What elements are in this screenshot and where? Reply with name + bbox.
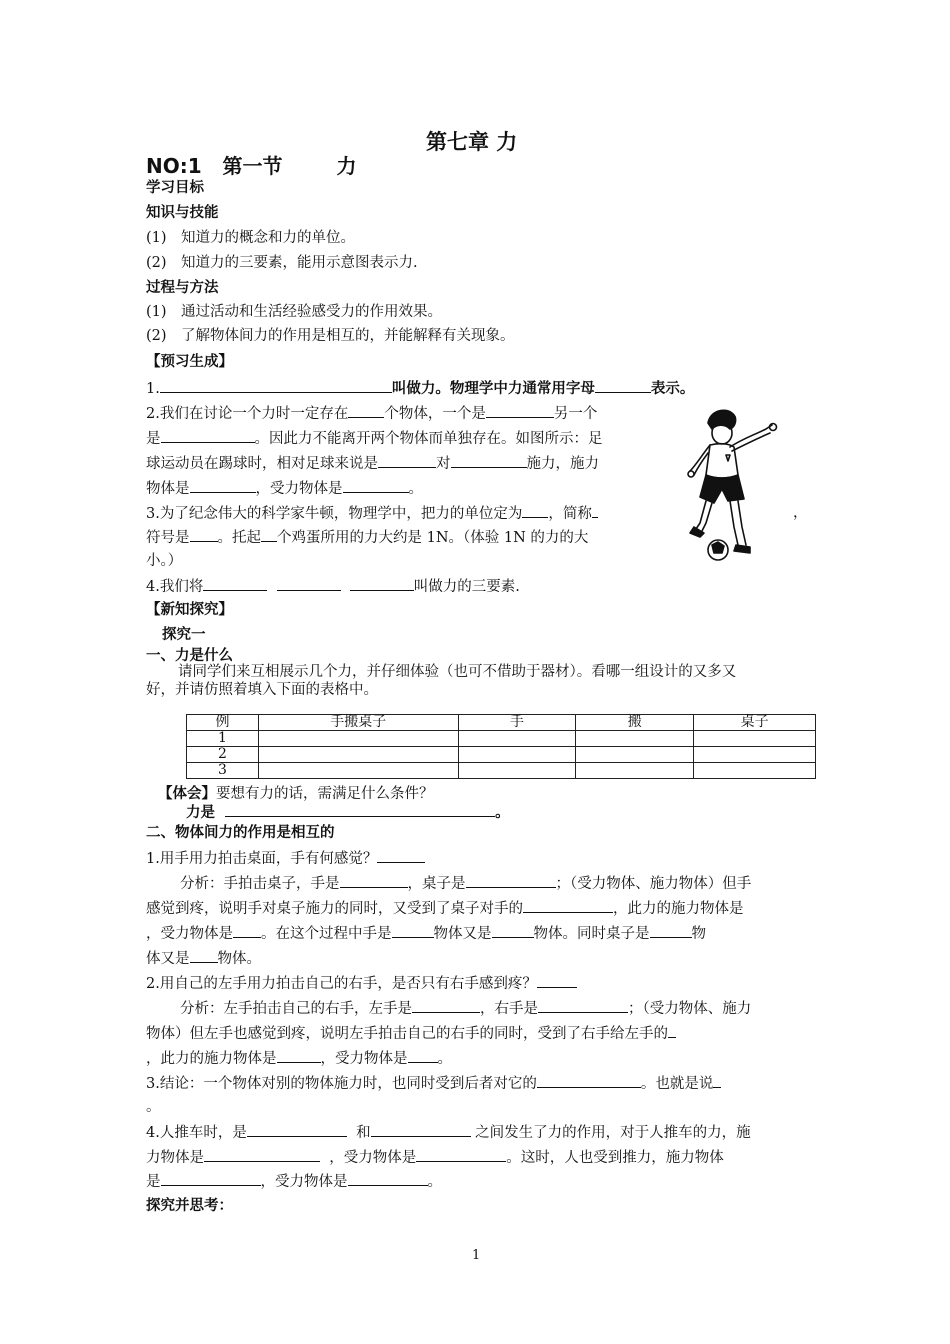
p2-a2-l1-b: ，右手是 [480,1001,538,1017]
p2-a2-blank-2[interactable] [538,998,628,1013]
q1-blank-2[interactable] [595,378,651,393]
table-cell: 3 [187,763,259,779]
p2-a1-l3 [146,923,706,944]
q2-l3-b: 对 [436,456,451,472]
p2-a2-l1-a: 分析：左手拍击自己的右手，左手是 [180,1001,412,1017]
p2-a2-l3-c: 。 [437,1051,452,1067]
table-cell[interactable] [694,763,816,779]
p2-a1-blank-6[interactable] [492,923,534,938]
q3-l2-c: 个鸡蛋所用的力大约是 1N。（体验 1N 的力的大 [277,530,589,546]
table-cell[interactable] [458,731,576,747]
q2-l2-a: 是 [146,431,161,447]
p2-a1-blank-4[interactable] [233,923,261,938]
p2-a1-l2-a: 感觉到疼，说明手对桌子施力的同时，又受到了桌子对手的 [146,901,523,917]
p2-a2-blank-4[interactable] [277,1048,321,1063]
p2-q2-blank[interactable] [537,973,577,988]
table-cell[interactable] [576,747,694,763]
q1-text: 叫做力。物理学中力通常用字母 [391,381,595,397]
q2-l4-b: ，受力物体是 [255,481,343,497]
preview-q2-line1 [146,403,597,424]
p2-a1-l1-c: ；（受力物体、施力物体）但手 [555,876,752,892]
q2-l3-c: 施力，施力 [526,456,599,472]
q2-l4-c: 。 [408,481,423,497]
p2-q4-l2-b: ，受力物体是 [329,1150,417,1166]
p2-q4-blank-2[interactable] [371,1122,471,1137]
tihui-text: 要想有力的话，需满足什么条件？ [216,786,434,802]
p2-q1-text: 1.用手用力拍击桌面，手有何感觉？ [146,851,378,867]
section-name: 第一节 [222,154,283,178]
q2-text-a: 2.我们在讨论一个力时一定存在 [146,406,349,422]
q3-blank-3[interactable] [190,527,218,542]
p2-a1-l1-b: ，桌子是 [407,876,466,892]
preview-q3-line1 [146,503,598,524]
p2-a1-l3-c: 物体又是 [433,926,492,942]
p2-a2-l3 [146,1048,452,1069]
table-header: 搬 [576,715,694,731]
knowledge-item-1: (1) 知道力的概念和力的单位。 [146,230,356,246]
knowledge-item-2: (2) 知道力的三要素，能用示意图表示力. [146,255,418,271]
preview-heading: 【预习生成】 [146,354,233,370]
q3-blank-2[interactable] [592,503,598,518]
p2-a2-l2-text: 物体）但左手也感觉到疼，说明左手拍击自己的右手的同时，受到了右手给左手的 [146,1026,668,1042]
section-heading [146,150,356,179]
q2-blank-7[interactable] [343,478,409,493]
q2-l3-a: 球运动员在踢球时，相对足球来说是 [146,456,378,472]
preview-q1 [146,378,694,399]
table-header: 例 [187,715,259,731]
preview-q4 [146,576,520,597]
section-topic: 力 [336,154,357,178]
p2-a1-l3-b: 。在这个过程中手是 [261,926,392,942]
table-cell[interactable] [258,763,458,779]
q3-l2-a: 符号是 [146,530,190,546]
li-shi-line [186,802,510,823]
p2-q4-blank-5[interactable] [161,1171,261,1186]
part2-heading: 二、物体间力的作用是相互的 [146,825,335,841]
li-end: 。 [495,805,510,821]
table-row [187,747,816,763]
p2-q4-blank-1[interactable] [247,1122,347,1137]
q2-blank-5[interactable] [451,453,527,468]
q3-l2-b: 。托起 [217,530,261,546]
p2-a1-l4-a: 体又是 [146,951,190,967]
p2-q2 [146,973,577,994]
q3-comma: ， [793,505,808,521]
li-shi: 力是 [186,805,215,821]
p2-a1-l4 [146,948,261,969]
p2-q4-l2-c: 。这时，人也受到推力，施力物体 [506,1150,724,1166]
q3-l1-a: 3.为了纪念伟大的科学家牛顿，物理学中，把力的单位定为 [146,506,523,522]
q4-a: 4.我们将 [146,579,204,595]
preview-q2-line2 [146,428,603,449]
q2-text-c: 另一个 [553,406,598,422]
li-shi-blank[interactable] [225,802,495,817]
table-header: 桌子 [694,715,816,731]
p2-q3-blank-2[interactable] [713,1073,721,1088]
tihui-label: 【体会】 [158,786,216,802]
q2-blank-3[interactable] [161,428,255,443]
table-header: 手 [458,715,576,731]
p2-a2-l2 [146,1023,676,1044]
table-header-row [187,715,816,731]
p2-q4-l2 [146,1147,724,1168]
p2-a1-l3-e: 物 [691,926,706,942]
q1-blank-1[interactable] [160,378,392,393]
p2-q4-blank-4[interactable] [416,1147,506,1162]
p2-q3-a: 3.结论：一个物体对别的物体施力时，也同时受到后者对它的 [146,1076,537,1092]
table-cell[interactable] [458,763,576,779]
q2-text-b: 个物体，一个是 [384,406,486,422]
q2-blank-4[interactable] [378,453,436,468]
p2-a1-l4-b: 物体。 [217,951,261,967]
table-header: 手搬桌子 [258,715,458,731]
q2-l4-a: 物体是 [146,481,190,497]
preview-q3-line2 [146,527,588,548]
q3-blank-1[interactable] [522,503,548,518]
explore-sub: 探究一 [162,627,206,643]
q4-b: 叫做力的三要素. [413,579,520,595]
p2-a2-l3-a: ，此力的施力物体是 [146,1051,277,1067]
p2-q3 [146,1073,721,1094]
table-cell[interactable] [258,731,458,747]
tihui-line [158,784,434,804]
p2-q4-l1-c: 之间发生了力的作用，对于人推车的力，施 [475,1125,751,1141]
p2-a2-l1-c: ；（受力物体、施力 [628,1001,752,1017]
p2-q1-blank[interactable] [377,848,425,863]
process-item-1: (1) 通过活动和生活经验感受力的作用效果。 [146,304,443,320]
table-cell[interactable] [576,731,694,747]
q2-blank-6[interactable] [190,478,256,493]
p2-q4-l1-a: 4.人推车时，是 [146,1125,247,1141]
q2-l2-b: 。因此力不能离开两个物体而单独存在。如图所示：足 [254,431,603,447]
p2-a1-blank-7[interactable] [650,923,692,938]
part1-text-l1: 请同学们来互相展示几个力，并仔细体验（也可不借助于器材）。看哪一组设计的又多又 [178,664,737,680]
q4-blank-2[interactable] [277,576,341,591]
page-number: 1 [472,1248,481,1263]
p2-q4-l3-c: 。 [427,1174,442,1190]
p2-q4-l3 [146,1171,442,1192]
chapter-title: 第七章 力 [426,130,518,154]
preview-q3-line3: 小。） [146,553,183,569]
p2-a1-blank-2[interactable] [466,873,556,888]
p2-a1-blank-8[interactable] [190,948,218,963]
p2-a2-blank-1[interactable] [412,998,480,1013]
knowledge-heading: 知识与技能 [146,205,219,221]
p2-a2-l1 [180,998,751,1019]
table-cell[interactable] [694,731,816,747]
table-cell[interactable] [258,747,458,763]
soccer-player-illustration [680,405,785,565]
table-row [187,731,816,747]
q4-blank-1[interactable] [203,576,267,591]
table-cell[interactable] [458,747,576,763]
p2-q3-blank-1[interactable] [537,1073,641,1088]
q4-blank-3[interactable] [350,576,414,591]
p2-q4-l1-b: 和 [356,1125,371,1141]
q3-blank-4[interactable] [261,527,277,542]
explore-heading: 【新知探究】 [146,602,233,618]
p2-q4-blank-6[interactable] [348,1171,428,1186]
q1-end: 表示。 [650,381,695,397]
p2-q4-blank-3[interactable] [204,1147,320,1162]
section-no: NO:1 [146,154,202,178]
table-cell: 2 [187,747,259,763]
p2-q2-text: 2.用自己的左手用力拍击自己的右手，是否只有右手感到疼？ [146,976,537,992]
part1-text-l2: 好，并请仿照着填入下面的表格中。 [146,682,378,698]
table-row [187,763,816,779]
p2-a1-l2 [146,898,744,919]
example-table [186,714,816,779]
q2-blank-1[interactable] [348,403,384,418]
p2-q1 [146,848,425,869]
q1-number: 1. [146,381,160,397]
table-cell[interactable] [576,763,694,779]
p2-a1-blank-1[interactable] [340,873,408,888]
p2-a1-l1-a: 分析：手拍击桌子，手是 [180,876,340,892]
q3-l1-b: ，简称 [548,506,592,522]
p2-q4-l3-b: ，受力物体是 [260,1174,348,1190]
table-cell: 1 [187,731,259,747]
p2-a2-blank-3[interactable] [668,1023,676,1038]
p2-q4-l2-a: 力物体是 [146,1150,204,1166]
preview-q2-line3 [146,453,599,474]
p2-a2-blank-5[interactable] [408,1048,438,1063]
p2-a1-blank-5[interactable] [392,923,434,938]
p2-a1-l3-a: ，受力物体是 [146,926,233,942]
part1-heading: 一、力是什么 [146,648,233,664]
p2-a1-l1 [180,873,751,894]
preview-q2-line4 [146,478,423,499]
goals-heading: 学习目标 [146,180,204,196]
p2-q3-end: 。 [146,1099,161,1115]
p2-a1-l2-b: ，此力的施力物体是 [613,901,744,917]
think-heading: 探究并思考： [146,1198,233,1214]
p2-a2-l3-b: ，受力物体是 [320,1051,408,1067]
p2-q3-b: 。也就是说 [640,1076,714,1092]
p2-q4-l3-a: 是 [146,1174,161,1190]
p2-a1-l3-d: 物体。同时桌子是 [533,926,650,942]
process-item-2: (2) 了解物体间力的作用是相互的，并能解释有关现象。 [146,328,515,344]
q2-blank-2[interactable] [486,403,554,418]
p2-a1-blank-3[interactable] [523,898,613,913]
process-heading: 过程与方法 [146,280,219,296]
p2-q4-l1 [146,1122,751,1143]
table-cell[interactable] [694,747,816,763]
